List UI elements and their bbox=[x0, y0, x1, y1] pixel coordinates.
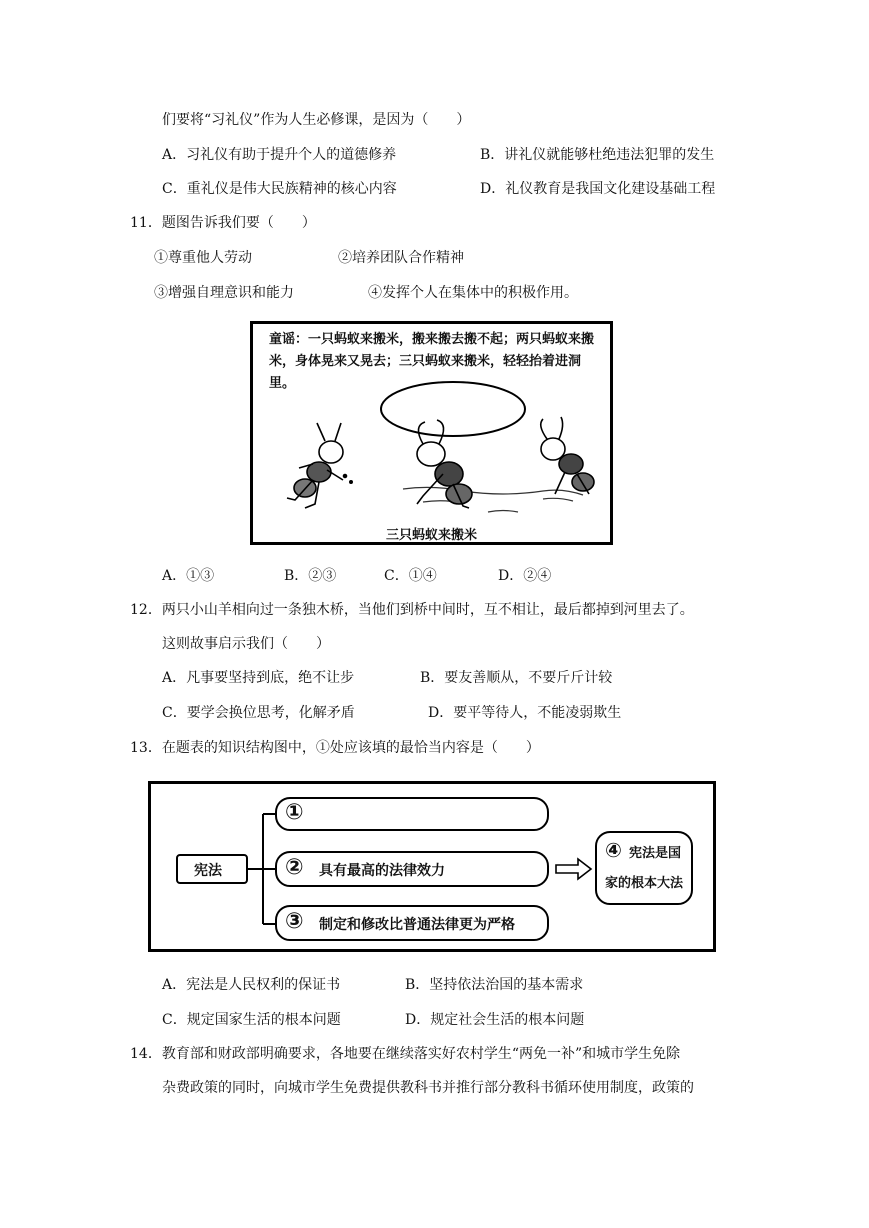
q11-option-c: C．①④ bbox=[384, 568, 437, 584]
knowledge-structure-diagram bbox=[148, 781, 716, 952]
q13-option-d: D．规定社会生活的根本问题 bbox=[405, 1012, 585, 1028]
q12-option-c: C．要学会换位思考，化解矛盾 bbox=[162, 705, 355, 721]
box3-text: 制定和修改比普通法律更为严格 bbox=[319, 917, 515, 933]
q14-stem-line2: 杂费政策的同时，向城市学生免费提供教科书并推行部分教科书循环使用制度，政策的 bbox=[162, 1080, 694, 1096]
root-label: 宪法 bbox=[194, 863, 222, 879]
q10-stem-continuation: 们要将“习礼仪”作为人生必修课，是因为（ ） bbox=[162, 112, 471, 128]
q11-item-2: ②培养团队合作精神 bbox=[338, 250, 464, 266]
q11-option-a: A．①③ bbox=[162, 568, 215, 584]
result-number: ④ bbox=[605, 838, 622, 862]
q12-option-a: A．凡事要坚持到底，绝不让步 bbox=[162, 670, 355, 686]
q12-stem-line1: 12．两只小山羊相向过一条独木桥，当他们到桥中间时，互不相让，最后都掉到河里去了。 bbox=[130, 602, 694, 618]
q10-option-a: A．习礼仪有助于提升个人的道德修养 bbox=[162, 147, 397, 163]
running-ant-icon bbox=[287, 423, 352, 508]
box2-number: ② bbox=[285, 855, 304, 880]
q12-stem-line2: 这则故事启示我们（ ） bbox=[162, 636, 330, 652]
ant-cartoon-figure bbox=[250, 321, 613, 545]
q13-option-a: A．宪法是人民权利的保证书 bbox=[162, 977, 341, 993]
q11-item-4: ④发挥个人在集体中的积极作用。 bbox=[368, 285, 578, 301]
q14-stem-line1: 14．教育部和财政部明确要求，各地要在继续落实好农村学生“两免一补”和城市学生免除 bbox=[130, 1046, 681, 1062]
q13-option-c: C．规定国家生活的根本问题 bbox=[162, 1012, 341, 1028]
q11-option-d: D．②④ bbox=[498, 568, 552, 584]
q11-item-1: ①尊重他人劳动 bbox=[154, 250, 252, 266]
figure-caption: 三只蚂蚁来搬米 bbox=[385, 528, 477, 543]
q10-option-d: D．礼仪教育是我国文化建设基础工程 bbox=[480, 181, 716, 197]
q10-option-c: C．重礼仪是伟大民族精神的核心内容 bbox=[162, 181, 397, 197]
nursery-rhyme-text: 童谣：一只蚂蚁来搬米，搬来搬去搬不起；两只蚂蚁来搬米，身体晃来又晃去；三只蚂蚁来搬米，轻轻抬着进洞里。 bbox=[269, 332, 595, 391]
box3-number: ③ bbox=[285, 909, 304, 934]
q11-option-b: B．②③ bbox=[284, 568, 337, 584]
q13-option-b: B．坚持依法治国的基本需求 bbox=[405, 977, 584, 993]
box2-text: 具有最高的法律效力 bbox=[319, 863, 445, 879]
q11-stem: 11．题图告诉我们要（ ） bbox=[130, 215, 316, 231]
q12-option-d: D．要平等待人，不能凌弱欺生 bbox=[428, 705, 622, 721]
result-line1: 宪法是国 bbox=[629, 846, 682, 861]
q12-option-b: B．要友善顺从，不要斤斤计较 bbox=[420, 670, 613, 686]
result-line2: 家的根本大法 bbox=[605, 876, 684, 891]
box1-number: ① bbox=[285, 800, 304, 825]
q10-option-b: B．讲礼仪就能够杜绝违法犯罪的发生 bbox=[480, 147, 715, 163]
q11-item-3: ③增强自理意识和能力 bbox=[154, 285, 294, 301]
carrying-ant-icon bbox=[541, 417, 594, 494]
q13-stem: 13．在题表的知识结构图中，①处应该填的最恰当内容是（ ） bbox=[130, 740, 540, 756]
